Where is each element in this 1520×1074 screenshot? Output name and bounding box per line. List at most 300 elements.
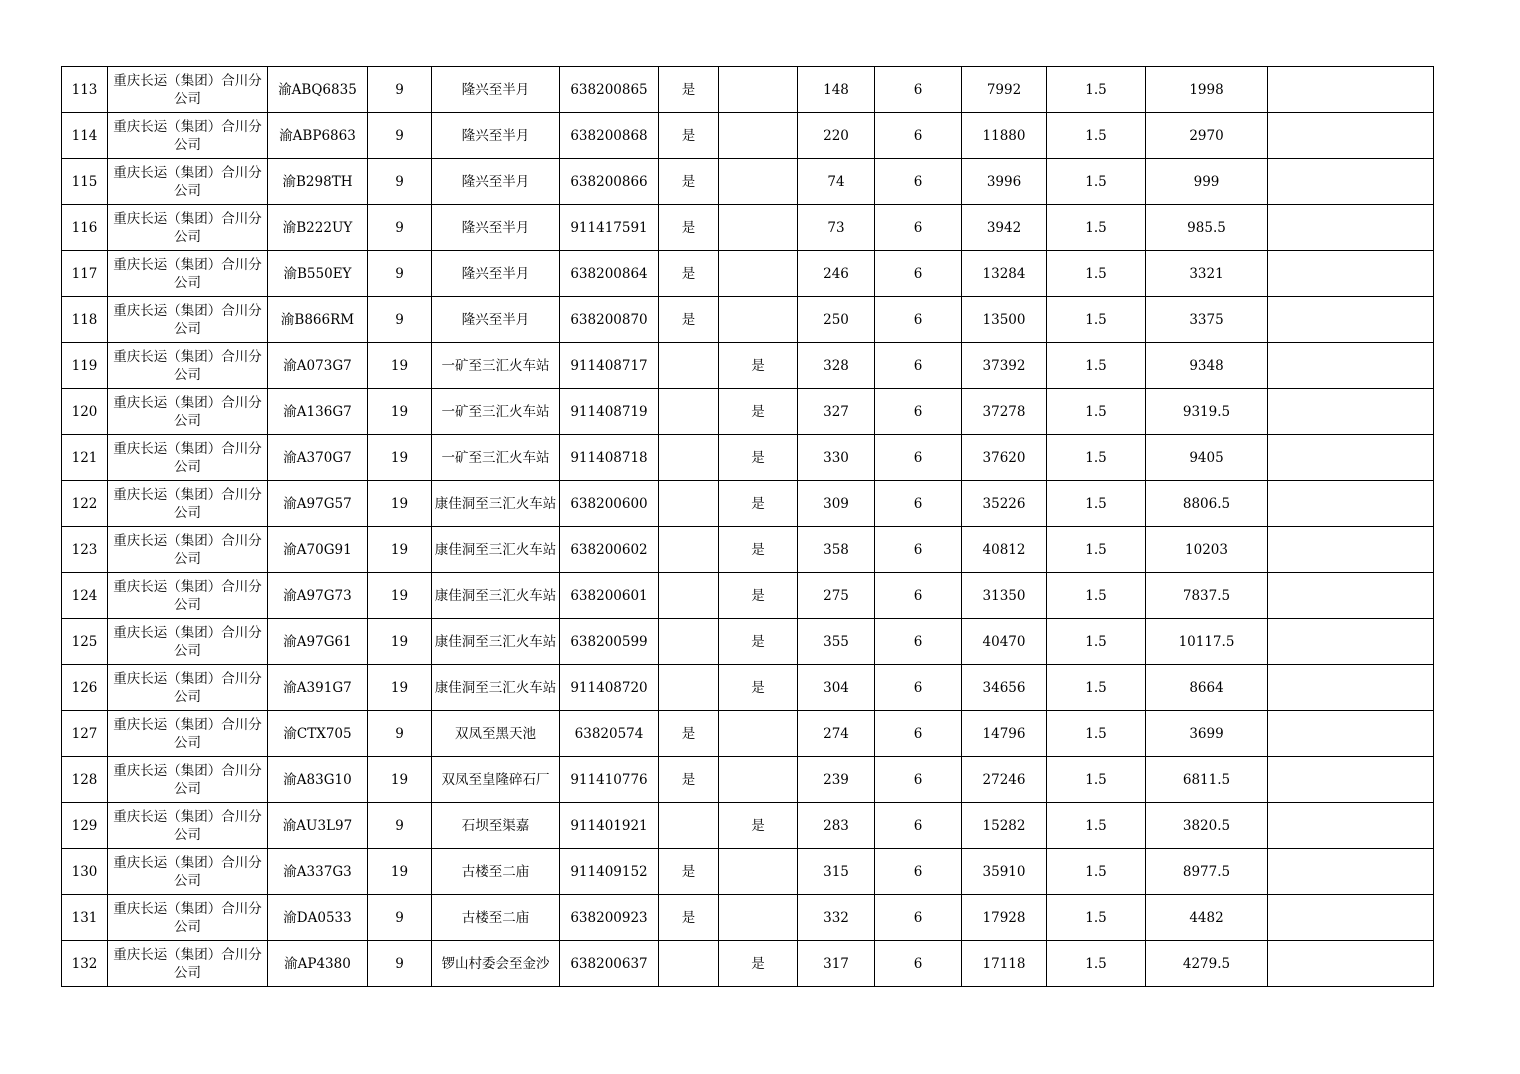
row-number-cell: 118 [62, 297, 108, 343]
value-4-cell: 1.5 [1047, 67, 1146, 113]
value-2-cell: 6 [875, 849, 962, 895]
flag-a-cell: 是 [659, 251, 719, 297]
value-2-cell: 6 [875, 435, 962, 481]
value-3-cell: 31350 [962, 573, 1047, 619]
code-cell: 911408718 [560, 435, 659, 481]
table-row [62, 803, 1434, 849]
code-cell: 911417591 [560, 205, 659, 251]
flag-a-cell [659, 941, 719, 987]
plate-number-cell: 渝ABQ6835 [268, 67, 368, 113]
value-3-cell: 17928 [962, 895, 1047, 941]
route-cell: 康佳洞至三汇火车站 [432, 573, 560, 619]
value-5-cell: 9405 [1146, 435, 1268, 481]
company-cell: 重庆长运（集团）合川分公司 [108, 481, 268, 527]
row-number-cell: 121 [62, 435, 108, 481]
seats-cell: 19 [368, 665, 432, 711]
seats-cell: 9 [368, 895, 432, 941]
flag-a-cell [659, 389, 719, 435]
flag-b-cell [719, 849, 798, 895]
note-cell [1268, 527, 1434, 573]
code-cell: 638200868 [560, 113, 659, 159]
value-5-cell: 10203 [1146, 527, 1268, 573]
plate-number-cell: 渝A70G91 [268, 527, 368, 573]
code-cell: 911408719 [560, 389, 659, 435]
value-5-cell: 9348 [1146, 343, 1268, 389]
company-cell: 重庆长运（集团）合川分公司 [108, 803, 268, 849]
value-2-cell: 6 [875, 619, 962, 665]
row-number-cell: 116 [62, 205, 108, 251]
code-cell: 911409152 [560, 849, 659, 895]
plate-number-cell: 渝A83G10 [268, 757, 368, 803]
row-number-cell: 130 [62, 849, 108, 895]
table-row [62, 435, 1434, 481]
seats-cell: 19 [368, 619, 432, 665]
flag-a-cell: 是 [659, 67, 719, 113]
row-number-cell: 128 [62, 757, 108, 803]
value-2-cell: 6 [875, 711, 962, 757]
flag-a-cell: 是 [659, 159, 719, 205]
table-row [62, 67, 1434, 113]
value-1-cell: 239 [798, 757, 875, 803]
value-4-cell: 1.5 [1047, 527, 1146, 573]
plate-number-cell: 渝A073G7 [268, 343, 368, 389]
seats-cell: 19 [368, 527, 432, 573]
value-4-cell: 1.5 [1047, 849, 1146, 895]
table-row [62, 849, 1434, 895]
company-cell: 重庆长运（集团）合川分公司 [108, 67, 268, 113]
flag-b-cell [719, 251, 798, 297]
value-5-cell: 3321 [1146, 251, 1268, 297]
value-4-cell: 1.5 [1047, 113, 1146, 159]
value-1-cell: 250 [798, 297, 875, 343]
note-cell [1268, 941, 1434, 987]
seats-cell: 9 [368, 159, 432, 205]
value-1-cell: 332 [798, 895, 875, 941]
seats-cell: 19 [368, 435, 432, 481]
value-2-cell: 6 [875, 159, 962, 205]
flag-a-cell [659, 619, 719, 665]
value-1-cell: 304 [798, 665, 875, 711]
row-number-cell: 131 [62, 895, 108, 941]
route-cell: 隆兴至半月 [432, 297, 560, 343]
plate-number-cell: 渝AP4380 [268, 941, 368, 987]
company-cell: 重庆长运（集团）合川分公司 [108, 941, 268, 987]
company-cell: 重庆长运（集团）合川分公司 [108, 849, 268, 895]
flag-b-cell: 是 [719, 481, 798, 527]
value-5-cell: 3820.5 [1146, 803, 1268, 849]
value-3-cell: 37392 [962, 343, 1047, 389]
seats-cell: 9 [368, 941, 432, 987]
value-1-cell: 220 [798, 113, 875, 159]
note-cell [1268, 849, 1434, 895]
route-cell: 一矿至三汇火车站 [432, 389, 560, 435]
flag-b-cell: 是 [719, 665, 798, 711]
plate-number-cell: 渝DA0533 [268, 895, 368, 941]
seats-cell: 9 [368, 711, 432, 757]
flag-a-cell: 是 [659, 895, 719, 941]
value-4-cell: 1.5 [1047, 343, 1146, 389]
company-cell: 重庆长运（集团）合川分公司 [108, 711, 268, 757]
value-4-cell: 1.5 [1047, 803, 1146, 849]
route-cell: 隆兴至半月 [432, 251, 560, 297]
value-4-cell: 1.5 [1047, 297, 1146, 343]
plate-number-cell: 渝B298TH [268, 159, 368, 205]
table-row [62, 711, 1434, 757]
value-5-cell: 3375 [1146, 297, 1268, 343]
code-cell: 638200637 [560, 941, 659, 987]
seats-cell: 19 [368, 481, 432, 527]
plate-number-cell: 渝A97G61 [268, 619, 368, 665]
plate-number-cell: 渝A337G3 [268, 849, 368, 895]
row-number-cell: 120 [62, 389, 108, 435]
flag-a-cell: 是 [659, 113, 719, 159]
value-5-cell: 10117.5 [1146, 619, 1268, 665]
flag-b-cell: 是 [719, 573, 798, 619]
value-3-cell: 3942 [962, 205, 1047, 251]
flag-b-cell [719, 205, 798, 251]
value-4-cell: 1.5 [1047, 941, 1146, 987]
company-cell: 重庆长运（集团）合川分公司 [108, 113, 268, 159]
note-cell [1268, 159, 1434, 205]
note-cell [1268, 803, 1434, 849]
table-row [62, 389, 1434, 435]
value-1-cell: 148 [798, 67, 875, 113]
row-number-cell: 114 [62, 113, 108, 159]
value-1-cell: 246 [798, 251, 875, 297]
seats-cell: 9 [368, 251, 432, 297]
flag-a-cell [659, 803, 719, 849]
seats-cell: 19 [368, 757, 432, 803]
route-cell: 一矿至三汇火车站 [432, 343, 560, 389]
table-row [62, 113, 1434, 159]
flag-b-cell [719, 711, 798, 757]
code-cell: 911410776 [560, 757, 659, 803]
value-1-cell: 330 [798, 435, 875, 481]
table-row [62, 343, 1434, 389]
row-number-cell: 129 [62, 803, 108, 849]
route-cell: 康佳洞至三汇火车站 [432, 481, 560, 527]
row-number-cell: 125 [62, 619, 108, 665]
value-5-cell: 1998 [1146, 67, 1268, 113]
company-cell: 重庆长运（集团）合川分公司 [108, 435, 268, 481]
company-cell: 重庆长运（集团）合川分公司 [108, 573, 268, 619]
value-4-cell: 1.5 [1047, 573, 1146, 619]
table-row [62, 481, 1434, 527]
value-1-cell: 74 [798, 159, 875, 205]
company-cell: 重庆长运（集团）合川分公司 [108, 297, 268, 343]
value-5-cell: 3699 [1146, 711, 1268, 757]
flag-b-cell: 是 [719, 389, 798, 435]
value-1-cell: 328 [798, 343, 875, 389]
table-row [62, 895, 1434, 941]
table-row [62, 757, 1434, 803]
row-number-cell: 127 [62, 711, 108, 757]
note-cell [1268, 665, 1434, 711]
company-cell: 重庆长运（集团）合川分公司 [108, 527, 268, 573]
flag-a-cell [659, 343, 719, 389]
plate-number-cell: 渝A97G57 [268, 481, 368, 527]
route-cell: 石坝至渠嘉 [432, 803, 560, 849]
plate-number-cell: 渝AU3L97 [268, 803, 368, 849]
seats-cell: 19 [368, 389, 432, 435]
seats-cell: 19 [368, 573, 432, 619]
code-cell: 911408720 [560, 665, 659, 711]
value-3-cell: 34656 [962, 665, 1047, 711]
note-cell [1268, 619, 1434, 665]
flag-a-cell: 是 [659, 849, 719, 895]
table-row [62, 251, 1434, 297]
value-1-cell: 309 [798, 481, 875, 527]
plate-number-cell: 渝B222UY [268, 205, 368, 251]
company-cell: 重庆长运（集团）合川分公司 [108, 665, 268, 711]
table-row [62, 297, 1434, 343]
code-cell: 638200599 [560, 619, 659, 665]
route-cell: 一矿至三汇火车站 [432, 435, 560, 481]
plate-number-cell: 渝ABP6863 [268, 113, 368, 159]
value-4-cell: 1.5 [1047, 619, 1146, 665]
route-cell: 古楼至二庙 [432, 895, 560, 941]
seats-cell: 19 [368, 849, 432, 895]
flag-b-cell: 是 [719, 941, 798, 987]
value-3-cell: 11880 [962, 113, 1047, 159]
data-table [61, 66, 1434, 987]
note-cell [1268, 895, 1434, 941]
table-row [62, 665, 1434, 711]
company-cell: 重庆长运（集团）合川分公司 [108, 251, 268, 297]
value-4-cell: 1.5 [1047, 435, 1146, 481]
route-cell: 隆兴至半月 [432, 159, 560, 205]
plate-number-cell: 渝A136G7 [268, 389, 368, 435]
value-2-cell: 6 [875, 803, 962, 849]
note-cell [1268, 573, 1434, 619]
seats-cell: 9 [368, 205, 432, 251]
seats-cell: 9 [368, 67, 432, 113]
flag-b-cell [719, 67, 798, 113]
value-2-cell: 6 [875, 941, 962, 987]
value-3-cell: 14796 [962, 711, 1047, 757]
value-3-cell: 40812 [962, 527, 1047, 573]
row-number-cell: 115 [62, 159, 108, 205]
note-cell [1268, 481, 1434, 527]
row-number-cell: 123 [62, 527, 108, 573]
value-2-cell: 6 [875, 665, 962, 711]
note-cell [1268, 113, 1434, 159]
flag-a-cell [659, 573, 719, 619]
value-1-cell: 317 [798, 941, 875, 987]
flag-b-cell: 是 [719, 343, 798, 389]
row-number-cell: 113 [62, 67, 108, 113]
value-5-cell: 7837.5 [1146, 573, 1268, 619]
note-cell [1268, 297, 1434, 343]
value-3-cell: 37278 [962, 389, 1047, 435]
seats-cell: 9 [368, 113, 432, 159]
plate-number-cell: 渝B866RM [268, 297, 368, 343]
code-cell: 638200865 [560, 67, 659, 113]
value-2-cell: 6 [875, 297, 962, 343]
row-number-cell: 117 [62, 251, 108, 297]
value-4-cell: 1.5 [1047, 895, 1146, 941]
value-5-cell: 8806.5 [1146, 481, 1268, 527]
value-2-cell: 6 [875, 251, 962, 297]
value-5-cell: 2970 [1146, 113, 1268, 159]
note-cell [1268, 435, 1434, 481]
value-5-cell: 6811.5 [1146, 757, 1268, 803]
seats-cell: 19 [368, 343, 432, 389]
table-row [62, 941, 1434, 987]
value-1-cell: 355 [798, 619, 875, 665]
plate-number-cell: 渝CTX705 [268, 711, 368, 757]
code-cell: 638200864 [560, 251, 659, 297]
flag-a-cell: 是 [659, 297, 719, 343]
value-2-cell: 6 [875, 895, 962, 941]
value-3-cell: 40470 [962, 619, 1047, 665]
flag-b-cell [719, 113, 798, 159]
flag-b-cell [719, 895, 798, 941]
flag-a-cell [659, 435, 719, 481]
company-cell: 重庆长运（集团）合川分公司 [108, 619, 268, 665]
value-2-cell: 6 [875, 67, 962, 113]
flag-b-cell [719, 159, 798, 205]
value-3-cell: 35910 [962, 849, 1047, 895]
code-cell: 638200923 [560, 895, 659, 941]
company-cell: 重庆长运（集团）合川分公司 [108, 389, 268, 435]
code-cell: 63820574 [560, 711, 659, 757]
table-body [62, 67, 1434, 987]
company-cell: 重庆长运（集团）合川分公司 [108, 895, 268, 941]
value-2-cell: 6 [875, 573, 962, 619]
code-cell: 638200870 [560, 297, 659, 343]
note-cell [1268, 205, 1434, 251]
flag-a-cell [659, 665, 719, 711]
table-row [62, 527, 1434, 573]
value-5-cell: 4279.5 [1146, 941, 1268, 987]
value-1-cell: 275 [798, 573, 875, 619]
value-2-cell: 6 [875, 757, 962, 803]
company-cell: 重庆长运（集团）合川分公司 [108, 159, 268, 205]
value-3-cell: 3996 [962, 159, 1047, 205]
flag-b-cell: 是 [719, 527, 798, 573]
code-cell: 911401921 [560, 803, 659, 849]
flag-a-cell: 是 [659, 205, 719, 251]
flag-b-cell [719, 297, 798, 343]
note-cell [1268, 343, 1434, 389]
value-2-cell: 6 [875, 527, 962, 573]
route-cell: 双凤至黑天池 [432, 711, 560, 757]
flag-a-cell [659, 481, 719, 527]
value-3-cell: 17118 [962, 941, 1047, 987]
seats-cell: 9 [368, 803, 432, 849]
flag-b-cell: 是 [719, 803, 798, 849]
note-cell [1268, 757, 1434, 803]
value-2-cell: 6 [875, 113, 962, 159]
value-3-cell: 35226 [962, 481, 1047, 527]
plate-number-cell: 渝B550EY [268, 251, 368, 297]
value-5-cell: 999 [1146, 159, 1268, 205]
code-cell: 638200866 [560, 159, 659, 205]
flag-b-cell: 是 [719, 435, 798, 481]
value-4-cell: 1.5 [1047, 389, 1146, 435]
plate-number-cell: 渝A370G7 [268, 435, 368, 481]
row-number-cell: 126 [62, 665, 108, 711]
note-cell [1268, 67, 1434, 113]
route-cell: 隆兴至半月 [432, 205, 560, 251]
company-cell: 重庆长运（集团）合川分公司 [108, 757, 268, 803]
route-cell: 康佳洞至三汇火车站 [432, 665, 560, 711]
value-4-cell: 1.5 [1047, 251, 1146, 297]
route-cell: 隆兴至半月 [432, 67, 560, 113]
value-5-cell: 8664 [1146, 665, 1268, 711]
value-1-cell: 274 [798, 711, 875, 757]
company-cell: 重庆长运（集团）合川分公司 [108, 343, 268, 389]
flag-a-cell: 是 [659, 757, 719, 803]
table-row [62, 573, 1434, 619]
flag-a-cell: 是 [659, 711, 719, 757]
value-3-cell: 7992 [962, 67, 1047, 113]
value-4-cell: 1.5 [1047, 711, 1146, 757]
flag-b-cell [719, 757, 798, 803]
value-4-cell: 1.5 [1047, 159, 1146, 205]
route-cell: 康佳洞至三汇火车站 [432, 619, 560, 665]
code-cell: 911408717 [560, 343, 659, 389]
value-5-cell: 4482 [1146, 895, 1268, 941]
row-number-cell: 119 [62, 343, 108, 389]
code-cell: 638200602 [560, 527, 659, 573]
row-number-cell: 124 [62, 573, 108, 619]
value-1-cell: 283 [798, 803, 875, 849]
plate-number-cell: 渝A391G7 [268, 665, 368, 711]
route-cell: 锣山村委会至金沙 [432, 941, 560, 987]
code-cell: 638200600 [560, 481, 659, 527]
table-row [62, 159, 1434, 205]
company-cell: 重庆长运（集团）合川分公司 [108, 205, 268, 251]
value-4-cell: 1.5 [1047, 481, 1146, 527]
value-4-cell: 1.5 [1047, 205, 1146, 251]
value-3-cell: 13284 [962, 251, 1047, 297]
code-cell: 638200601 [560, 573, 659, 619]
value-5-cell: 9319.5 [1146, 389, 1268, 435]
value-4-cell: 1.5 [1047, 757, 1146, 803]
route-cell: 双凤至皇隆碎石厂 [432, 757, 560, 803]
route-cell: 古楼至二庙 [432, 849, 560, 895]
route-cell: 康佳洞至三汇火车站 [432, 527, 560, 573]
value-2-cell: 6 [875, 205, 962, 251]
value-3-cell: 15282 [962, 803, 1047, 849]
flag-b-cell: 是 [719, 619, 798, 665]
flag-a-cell [659, 527, 719, 573]
value-2-cell: 6 [875, 481, 962, 527]
route-cell: 隆兴至半月 [432, 113, 560, 159]
value-1-cell: 315 [798, 849, 875, 895]
value-1-cell: 73 [798, 205, 875, 251]
table-row [62, 619, 1434, 665]
value-3-cell: 13500 [962, 297, 1047, 343]
value-4-cell: 1.5 [1047, 665, 1146, 711]
note-cell [1268, 389, 1434, 435]
value-5-cell: 8977.5 [1146, 849, 1268, 895]
value-2-cell: 6 [875, 389, 962, 435]
row-number-cell: 122 [62, 481, 108, 527]
seats-cell: 9 [368, 297, 432, 343]
value-1-cell: 327 [798, 389, 875, 435]
plate-number-cell: 渝A97G73 [268, 573, 368, 619]
table-row [62, 205, 1434, 251]
value-1-cell: 358 [798, 527, 875, 573]
value-3-cell: 27246 [962, 757, 1047, 803]
value-2-cell: 6 [875, 343, 962, 389]
note-cell [1268, 711, 1434, 757]
value-5-cell: 985.5 [1146, 205, 1268, 251]
value-3-cell: 37620 [962, 435, 1047, 481]
